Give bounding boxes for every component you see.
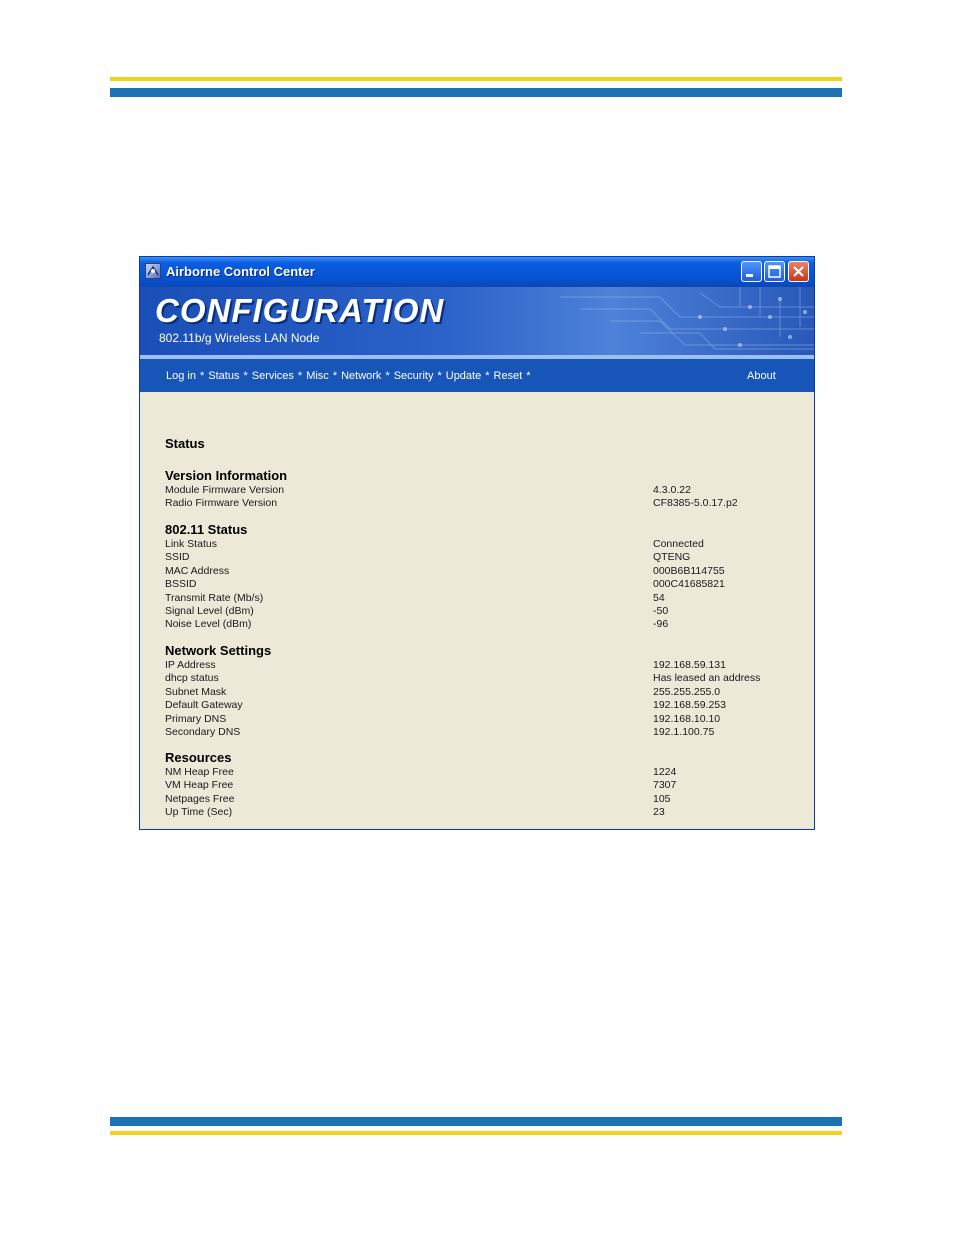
row-value: 192.168.10.10 (653, 712, 721, 725)
configuration-banner (140, 287, 814, 355)
row-value: 105 (653, 792, 671, 805)
nav-login[interactable]: Log in (166, 370, 196, 382)
row-value: 7307 (653, 779, 677, 792)
section-resources (165, 749, 795, 820)
nav-update[interactable]: Update (445, 370, 482, 382)
row-value: -50 (653, 604, 669, 617)
row-label: Default Gateway (165, 699, 243, 712)
section-title: Resources (165, 750, 232, 765)
nav-services[interactable]: Services (251, 370, 294, 382)
section-title: 802.11 Status (165, 522, 248, 537)
row-label: Netpages Free (165, 792, 235, 805)
nav-separator: * (485, 370, 490, 382)
page-title: Status (165, 436, 205, 451)
close-button[interactable] (788, 261, 809, 282)
row-value: 255.255.255.0 (653, 685, 721, 698)
row-value: 000C41685821 (653, 578, 725, 591)
row-label: BSSID (165, 578, 197, 591)
banner-subtitle: 802.11b/g Wireless LAN Node (159, 331, 320, 345)
row-label: SSID (165, 551, 190, 564)
row-label: Subnet Mask (165, 685, 227, 698)
row-label: Secondary DNS (165, 725, 241, 738)
row-value: 192.168.59.253 (653, 699, 726, 712)
table-row (165, 779, 795, 792)
top-yellow-rule (110, 77, 842, 81)
table-row (165, 578, 795, 591)
row-label: Module Firmware Version (165, 484, 285, 496)
banner-title: CONFIGURATION (155, 292, 445, 329)
nav-misc[interactable]: Misc (306, 370, 329, 382)
row-label: dhcp status (165, 672, 219, 685)
table-row (165, 726, 795, 739)
row-value: 192.168.59.131 (653, 659, 726, 671)
nav-reset[interactable]: Reset (493, 370, 523, 382)
nav-separator: * (243, 370, 248, 382)
row-label: Link Status (165, 538, 217, 550)
top-blue-rule (110, 88, 842, 97)
nav-menu (166, 370, 535, 382)
nav-separator: * (199, 370, 205, 382)
row-label: VM Heap Free (165, 779, 234, 792)
row-value: QTENG (653, 551, 691, 564)
app-window (139, 256, 815, 830)
app-icon (145, 263, 161, 279)
table-row (165, 618, 795, 631)
row-value: 000B6B114755 (653, 564, 725, 577)
nav-separator: * (332, 370, 338, 382)
section-network-settings (165, 642, 795, 739)
row-label: IP Address (165, 659, 216, 671)
table-row (165, 659, 795, 672)
row-value: Connected (653, 538, 704, 550)
nav-separator: * (385, 370, 390, 382)
table-row (165, 565, 795, 578)
row-label: Signal Level (dBm) (165, 604, 254, 617)
table-row (165, 806, 795, 819)
row-value: 23 (653, 806, 665, 819)
window-title: Airborne Control Center (166, 264, 315, 279)
status-content (140, 392, 814, 829)
row-value: 192.1.100.75 (653, 725, 715, 738)
section-version-information (165, 467, 795, 511)
maximize-button[interactable] (764, 261, 785, 282)
nav-separator: * (437, 370, 442, 382)
row-value: 4.3.0.22 (653, 484, 691, 496)
row-value: CF8385-5.0.17.p2 (653, 497, 738, 510)
row-label: Noise Level (dBm) (165, 618, 252, 631)
row-label: Radio Firmware Version (165, 497, 278, 510)
bottom-yellow-rule (110, 1131, 842, 1135)
nav-bar (140, 359, 814, 392)
table-row (165, 672, 795, 685)
row-label: NM Heap Free (165, 766, 234, 778)
row-label: Up Time (Sec) (165, 806, 233, 819)
row-value: -96 (653, 618, 669, 631)
table-row (165, 713, 795, 726)
table-row (165, 497, 795, 510)
table-row (165, 605, 795, 618)
table-row (165, 592, 795, 605)
nav-separator: * (297, 370, 303, 382)
bottom-blue-rule (110, 1117, 842, 1126)
table-row (165, 699, 795, 712)
row-value: 1224 (653, 766, 677, 778)
table-row (165, 484, 795, 497)
nav-status[interactable]: Status (208, 370, 240, 382)
table-row (165, 551, 795, 564)
nav-separator: * (526, 370, 531, 382)
title-bar[interactable] (140, 257, 814, 287)
row-label: Primary DNS (165, 712, 227, 725)
row-value: Has leased an address (653, 672, 761, 685)
row-label: Transmit Rate (Mb/s) (165, 591, 264, 604)
section-title: Version Information (165, 468, 288, 483)
nav-security[interactable]: Security (393, 370, 434, 382)
table-row (165, 793, 795, 806)
table-row (165, 686, 795, 699)
section-title: Network Settings (165, 643, 272, 658)
nav-about[interactable]: About (747, 370, 776, 382)
table-row (165, 538, 795, 551)
minimize-button[interactable] (741, 261, 762, 282)
row-value: 54 (653, 591, 665, 604)
table-row (165, 766, 795, 779)
section-802-11-status (165, 521, 795, 632)
nav-network[interactable]: Network (341, 370, 382, 382)
row-label: MAC Address (165, 564, 230, 577)
